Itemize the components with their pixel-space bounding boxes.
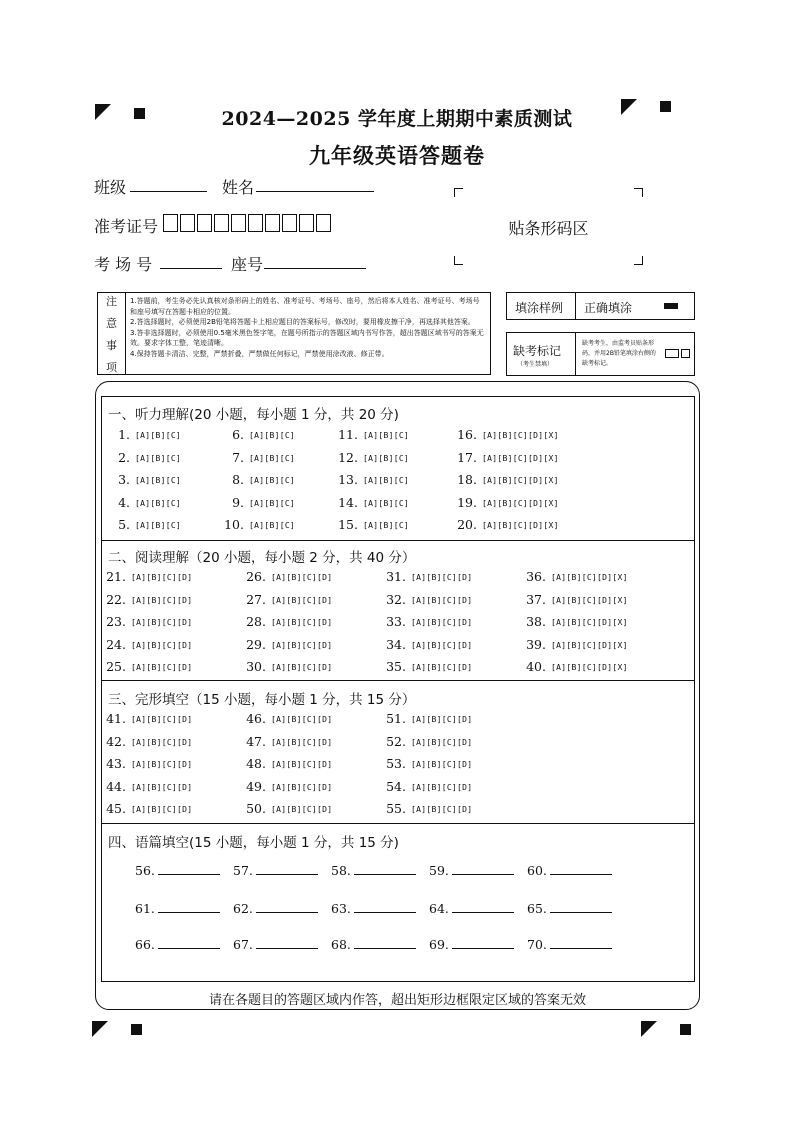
question-34[interactable] [384, 637, 472, 652]
question-number: 23. [106, 614, 126, 629]
question-number: 47. [246, 733, 266, 749]
blank-57[interactable] [233, 862, 318, 878]
answer-options[interactable]: [A][B][C][D][X] [551, 573, 628, 582]
notes-side-label: 注 意 事 项 [98, 293, 126, 374]
answer-options[interactable]: [A][B][C] [135, 521, 182, 530]
question-50[interactable] [244, 801, 332, 816]
blank-59[interactable] [429, 862, 514, 878]
blank-number: 66. [135, 937, 155, 952]
question-39[interactable] [524, 637, 628, 652]
question-28[interactable] [244, 614, 332, 629]
question-number: 19. [457, 494, 477, 510]
question-29[interactable] [244, 637, 332, 652]
blank-line[interactable] [550, 900, 612, 913]
question-number: 32. [386, 591, 406, 607]
question-number: 37. [526, 591, 546, 607]
blank-67[interactable] [233, 936, 318, 952]
answer-options[interactable]: [A][B][C] [363, 476, 410, 485]
answer-options[interactable]: [A][B][C] [249, 476, 296, 485]
question-number: 11. [338, 427, 358, 442]
answer-options[interactable]: [A][B][C] [135, 476, 182, 485]
answer-options[interactable]: [A][B][C][D] [411, 715, 473, 724]
answer-options[interactable]: [A][B][C][D] [271, 715, 333, 724]
answer-options[interactable]: [A][B][C] [363, 498, 410, 508]
exam-id-label: 准考证号 [94, 217, 159, 236]
blank-line[interactable] [354, 900, 416, 913]
footer-note: 请在各题目的答题区域内作答，超出矩形边框限定区域的答案无效 [208, 993, 586, 1008]
question-35[interactable] [384, 659, 472, 674]
blank-number: 64. [429, 901, 449, 916]
answer-options[interactable]: [A][B][C][D][X] [482, 431, 559, 440]
answer-options[interactable]: [A][B][C][D][X] [482, 453, 559, 463]
answer-options[interactable]: [A][B][C][D] [411, 737, 473, 747]
question-number: 20. [457, 517, 477, 532]
question-number: 27. [246, 591, 266, 607]
filled-sample-mark [664, 303, 678, 309]
question-number: 38. [526, 614, 546, 629]
question-4[interactable] [108, 495, 181, 510]
registration-mark-triangle [92, 1021, 108, 1037]
question-21[interactable] [104, 569, 192, 584]
blank-number: 68. [331, 937, 351, 952]
question-number: 17. [457, 449, 477, 465]
question-17[interactable] [455, 450, 559, 465]
question-number: 33. [386, 614, 406, 629]
question-8[interactable] [222, 472, 295, 487]
room-field[interactable] [160, 268, 222, 269]
fill-sample-box: 填涂样例 正确填涂 [506, 292, 695, 320]
answer-options[interactable]: [A][B][C][D] [271, 760, 333, 769]
answer-options[interactable]: [A][B][C][D] [411, 663, 473, 672]
question-number: 13. [338, 472, 358, 487]
question-number: 55. [386, 801, 406, 816]
question-number: 5. [118, 517, 130, 532]
question-number: 44. [106, 778, 126, 794]
missing-mark-box: 缺考标记 （考生禁填） 缺考考生，由监考员贴条形码，并用2B铅笔填涂右侧的缺考标记。 [506, 332, 695, 376]
question-38[interactable] [524, 614, 628, 629]
question-number: 53. [386, 756, 406, 771]
answer-options[interactable]: [A][B][C][D] [131, 760, 193, 769]
answer-options[interactable]: [A][B][C][D][X] [551, 618, 628, 627]
answer-options[interactable]: [A][B][C][D] [271, 805, 333, 814]
question-40[interactable] [524, 659, 628, 674]
blank-68[interactable] [331, 936, 416, 952]
question-number: 39. [526, 636, 546, 652]
answer-options[interactable]: [A][B][C] [363, 431, 410, 440]
question-45[interactable] [104, 801, 192, 816]
question-44[interactable] [104, 779, 192, 794]
section-passage-title: 四、语篇填空(15 小题，每小题 1 分，共 15 分) [108, 835, 399, 851]
question-20[interactable] [455, 517, 559, 532]
question-13[interactable] [336, 472, 409, 487]
question-number: 48. [246, 756, 266, 771]
question-number: 10. [224, 517, 244, 532]
question-10[interactable] [222, 517, 295, 532]
registration-mark-square [680, 1024, 691, 1035]
question-number: 14. [338, 494, 358, 510]
answer-options[interactable]: [A][B][C][D][X] [482, 476, 559, 485]
answer-options[interactable]: [A][B][C][D][X] [551, 663, 628, 672]
question-number: 26. [246, 569, 266, 584]
question-33[interactable] [384, 614, 472, 629]
seat-label: 座号 [231, 255, 264, 274]
answer-options[interactable]: [A][B][C][D] [131, 663, 193, 672]
question-number: 3. [118, 472, 130, 487]
question-55[interactable] [384, 801, 472, 816]
answer-options[interactable]: [A][B][C] [135, 431, 182, 440]
question-number: 21. [106, 569, 126, 584]
question-number: 2. [118, 449, 130, 465]
blank-line[interactable] [256, 862, 318, 875]
question-number: 30. [246, 659, 266, 674]
question-number: 22. [106, 591, 126, 607]
blank-70[interactable] [527, 936, 612, 952]
answer-options[interactable]: [A][B][C][D] [271, 573, 333, 582]
question-number: 36. [526, 569, 546, 584]
blank-line[interactable] [158, 900, 220, 913]
question-31[interactable] [384, 569, 472, 584]
answer-options[interactable]: [A][B][C] [363, 453, 410, 463]
question-number: 45. [106, 801, 126, 816]
answer-options[interactable]: [A][B][C][D][X] [551, 595, 628, 605]
blank-line[interactable] [256, 936, 318, 949]
blank-60[interactable] [527, 862, 612, 878]
blank-line[interactable] [452, 900, 514, 913]
page-title: 2024—2025 学年度上期期中素质测试 [221, 108, 573, 130]
blank-number: 60. [527, 863, 547, 878]
question-43[interactable] [104, 756, 192, 771]
room-label: 考 场 号 [94, 255, 153, 274]
name-label: 姓名 [222, 178, 255, 197]
question-48[interactable] [244, 756, 332, 771]
question-number: 9. [232, 494, 244, 510]
question-1[interactable] [108, 427, 181, 442]
name-field[interactable] [256, 191, 374, 192]
blank-number: 59. [429, 863, 449, 878]
question-27[interactable] [244, 592, 332, 607]
blank-69[interactable] [429, 936, 514, 952]
question-46[interactable] [244, 711, 332, 726]
missing-mark-checkbox[interactable] [665, 349, 679, 358]
question-number: 41. [106, 711, 126, 726]
question-49[interactable] [244, 779, 332, 794]
blank-66[interactable] [135, 936, 220, 952]
blank-number: 57. [233, 863, 253, 878]
question-number: 15. [338, 517, 358, 532]
blank-line[interactable] [158, 936, 220, 949]
blank-number: 56. [135, 863, 155, 878]
question-number: 43. [106, 756, 126, 771]
answer-options[interactable]: [A][B][C][D][X] [551, 640, 628, 650]
question-3[interactable] [108, 472, 181, 487]
blank-line[interactable] [452, 936, 514, 949]
section-listening-title: 一、听力理解(20 小题，每小题 1 分，共 20 分) [108, 407, 399, 423]
blank-line[interactable] [550, 936, 612, 949]
answer-options[interactable]: [A][B][C][D][X] [482, 498, 559, 508]
answer-options[interactable]: [A][B][C][D] [131, 640, 193, 650]
question-number: 7. [232, 449, 244, 465]
question-number: 31. [386, 569, 406, 584]
question-number: 25. [106, 659, 126, 674]
blank-number: 70. [527, 937, 547, 952]
notes-body: 1.答题前，考生务必先认真核对条形码上的姓名、准考证号、考场号、座号，然后将本人姓名、准考证号、考场号和座号填写在答题卡相应的位置。 2.答选择题时，必须使用2B铅笔将答题卡上相应题目的答案标号，修改时，要用橡皮擦干净，再选择其他答案。 3.答非选择题时，必须使用0.5毫米黑色签字笔，在题号所指示的答题区域内书写作答，超出答题区域书写的答案无效。要求字体工整，笔迹清晰。 4.保持答题卡清洁、完整，严禁折叠，严禁做任何标记，严禁使用涂改液、修正带。 [130, 297, 484, 358]
question-number: 54. [386, 778, 406, 794]
blank-61[interactable] [135, 900, 220, 916]
page-subtitle: 九年级英语答题卷 [309, 143, 485, 168]
question-41[interactable] [104, 711, 192, 726]
answer-options[interactable]: [A][B][C][D] [271, 782, 333, 792]
blank-63[interactable] [331, 900, 416, 916]
question-number: 8. [232, 472, 244, 487]
question-47[interactable] [244, 734, 332, 749]
question-19[interactable] [455, 495, 559, 510]
answer-options[interactable]: [A][B][C] [135, 453, 182, 463]
question-2[interactable] [108, 450, 181, 465]
blank-number: 69. [429, 937, 449, 952]
blank-62[interactable] [233, 900, 318, 916]
question-30[interactable] [244, 659, 332, 674]
question-52[interactable] [384, 734, 472, 749]
answer-options[interactable]: [A][B][C][D] [131, 595, 193, 605]
blank-56[interactable] [135, 862, 220, 878]
answer-options[interactable]: [A][B][C] [135, 498, 182, 508]
blank-number: 61. [135, 901, 155, 916]
answer-options[interactable]: [A][B][C][D] [271, 595, 333, 605]
question-number: 12. [338, 449, 358, 465]
question-25[interactable] [104, 659, 192, 674]
question-number: 24. [106, 636, 126, 652]
answer-options[interactable]: [A][B][C][D] [271, 618, 333, 627]
question-14[interactable] [336, 495, 409, 510]
question-number: 18. [457, 472, 477, 487]
blank-line[interactable] [158, 862, 220, 875]
section-reading-title: 二、阅读理解（20 小题，每小题 2 分，共 40 分） [108, 550, 416, 566]
question-16[interactable] [455, 427, 559, 442]
question-number: 52. [386, 733, 406, 749]
blank-line[interactable] [256, 900, 318, 913]
question-22[interactable] [104, 592, 192, 607]
answer-options[interactable]: [A][B][C] [249, 453, 296, 463]
question-number: 29. [246, 636, 266, 652]
question-number: 49. [246, 778, 266, 794]
answer-options[interactable]: [A][B][C] [249, 431, 296, 440]
class-label: 班级 [94, 178, 127, 197]
answer-options[interactable]: [A][B][C][D] [271, 737, 333, 747]
answer-options[interactable]: [A][B][C][D] [411, 595, 473, 605]
class-field[interactable] [130, 191, 207, 192]
answer-options[interactable]: [A][B][C][D] [271, 640, 333, 650]
question-42[interactable] [104, 734, 192, 749]
question-11[interactable] [336, 427, 409, 442]
answer-options[interactable]: [A][B][C][D] [131, 782, 193, 792]
question-26[interactable] [244, 569, 332, 584]
question-15[interactable] [336, 517, 409, 532]
registration-mark-square [131, 1024, 142, 1035]
question-12[interactable] [336, 450, 409, 465]
blank-number: 63. [331, 901, 351, 916]
question-53[interactable] [384, 756, 472, 771]
seat-field[interactable] [264, 268, 366, 269]
answer-options[interactable]: [A][B][C][D] [411, 760, 473, 769]
blank-line[interactable] [354, 862, 416, 875]
answer-options[interactable]: [A][B][C][D] [131, 737, 193, 747]
answer-options[interactable]: [A][B][C] [249, 521, 296, 530]
answer-options[interactable]: [A][B][C][D] [411, 782, 473, 792]
blank-number: 67. [233, 937, 253, 952]
barcode-label: 贴条形码区 [508, 219, 589, 238]
answer-options[interactable]: [A][B][C][D] [131, 715, 193, 724]
answer-options[interactable]: [A][B][C] [249, 498, 296, 508]
question-number: 34. [386, 636, 406, 652]
question-23[interactable] [104, 614, 192, 629]
answer-options[interactable]: [A][B][C][D] [411, 805, 473, 814]
notes-box [97, 292, 491, 375]
question-5[interactable] [108, 517, 181, 532]
question-number: 16. [457, 427, 477, 442]
answer-options[interactable]: [A][B][C][D] [131, 805, 193, 814]
blank-number: 58. [331, 863, 351, 878]
answer-options[interactable]: [A][B][C] [363, 521, 410, 530]
question-number: 50. [246, 801, 266, 816]
question-number: 42. [106, 733, 126, 749]
question-7[interactable] [222, 450, 295, 465]
blank-64[interactable] [429, 900, 514, 916]
question-51[interactable] [384, 711, 472, 726]
question-number: 40. [526, 659, 546, 674]
blank-58[interactable] [331, 862, 416, 878]
answer-options[interactable]: [A][B][C][D] [411, 618, 473, 627]
blank-line[interactable] [550, 862, 612, 875]
answer-options[interactable]: [A][B][C][D] [411, 640, 473, 650]
question-37[interactable] [524, 592, 628, 607]
registration-mark-triangle [641, 1021, 657, 1037]
question-number: 4. [118, 494, 130, 510]
answer-options[interactable]: [A][B][C][D] [131, 618, 193, 627]
question-24[interactable] [104, 637, 192, 652]
question-number: 28. [246, 614, 266, 629]
blank-line[interactable] [354, 936, 416, 949]
answer-options[interactable]: [A][B][C][D] [271, 663, 333, 672]
section-cloze-title: 三、完形填空（15 小题，每小题 1 分，共 15 分） [108, 692, 416, 708]
blank-number: 62. [233, 901, 253, 916]
question-32[interactable] [384, 592, 472, 607]
answer-options[interactable]: [A][B][C][D][X] [482, 521, 559, 530]
question-54[interactable] [384, 779, 472, 794]
blank-65[interactable] [527, 900, 612, 916]
question-number: 1. [118, 427, 130, 442]
answer-options[interactable]: [A][B][C][D] [411, 573, 473, 582]
question-36[interactable] [524, 569, 628, 584]
question-18[interactable] [455, 472, 559, 487]
answer-options[interactable]: [A][B][C][D] [131, 573, 193, 582]
question-number: 35. [386, 659, 406, 674]
question-number: 51. [386, 711, 406, 726]
blank-number: 65. [527, 901, 547, 916]
question-9[interactable] [222, 495, 295, 510]
blank-line[interactable] [452, 862, 514, 875]
question-number: 46. [246, 711, 266, 726]
question-6[interactable] [222, 427, 295, 442]
question-number: 6. [232, 427, 244, 442]
